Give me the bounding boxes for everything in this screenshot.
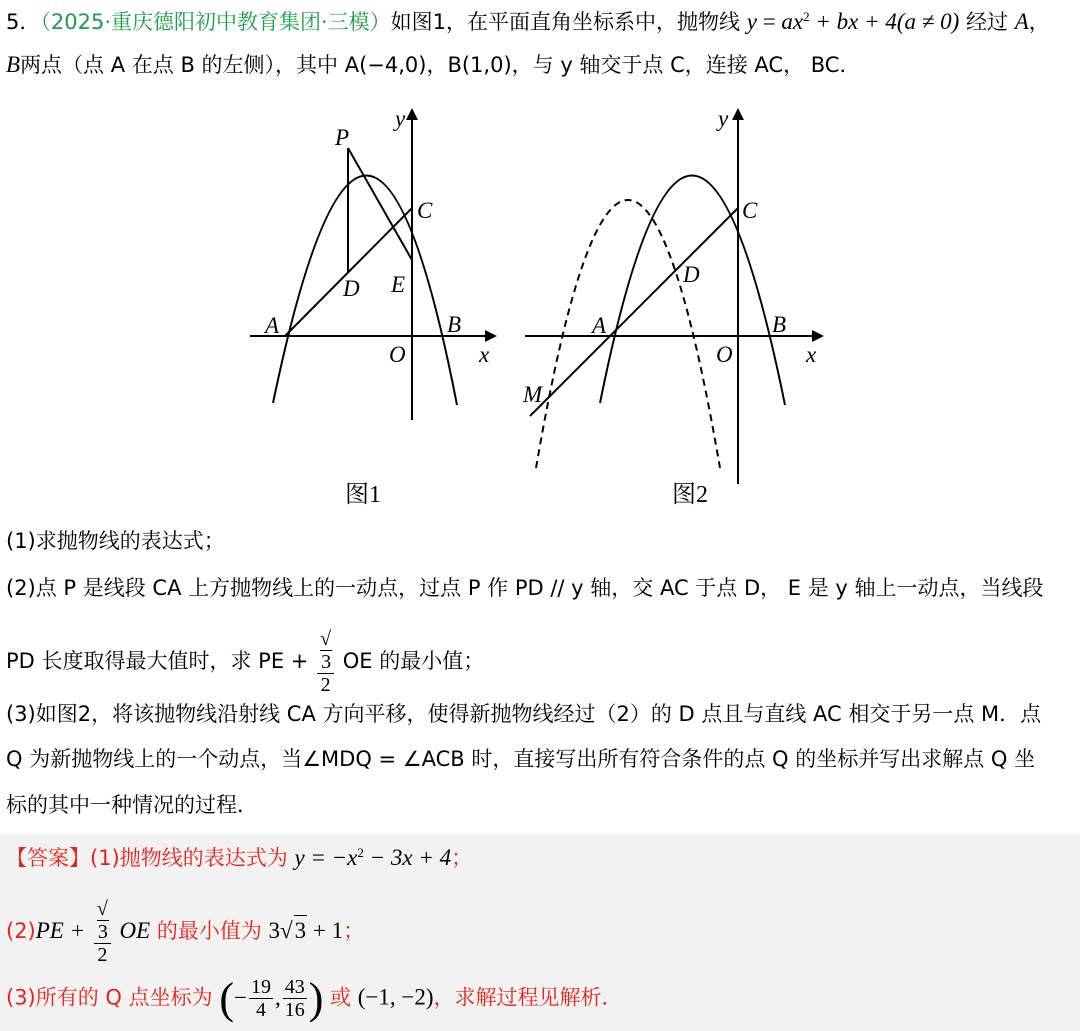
answer-3-q1: (− $\frac{19}{4}$ , $\frac{43}{16}$ ): [219, 973, 324, 1023]
equation-rest: + bx + 4(a ≠ 0): [809, 9, 960, 34]
answer-3-q1-y: [283, 976, 307, 1021]
fig2-label-o: O: [716, 342, 733, 367]
answer-2-value-a: 3: [268, 918, 281, 943]
answer-3-q1-x-num: 19: [250, 976, 271, 998]
fig1-label-y: y: [395, 106, 406, 131]
fig2-label-a: A: [592, 313, 607, 338]
answer-line-3: [6, 973, 623, 1023]
equation-ax: ax: [781, 9, 804, 34]
point-b-label: B: [6, 52, 21, 77]
answer-2-text: 的最小值为: [156, 919, 262, 943]
answer-3-end: ，求解过程见解析．: [433, 985, 623, 1010]
question-source: （2025·重庆德阳初中教育集团·三模）: [40, 10, 391, 34]
fig2-shifted-parabola: [536, 200, 720, 468]
part-3-line-3: 标的其中一种情况的过程．: [6, 793, 258, 817]
fig1-caption: 图1: [345, 482, 381, 508]
fig1-label-o: O: [389, 342, 406, 367]
answer-3-minus: −: [233, 984, 247, 1010]
fig2-label-b: B: [772, 312, 787, 337]
question-number: 5．: [6, 10, 41, 34]
part-2-fraction: √ 3 2: [317, 628, 334, 696]
fig1-label-x: x: [479, 342, 490, 367]
answer-2-prefix: (2): [6, 919, 36, 943]
part-2-line-2: [6, 628, 484, 696]
fig1-label-b: B: [447, 312, 462, 337]
answer-1-text: (1)抛物线的表达式为: [90, 846, 288, 870]
figure-1: [245, 100, 515, 510]
answer-label: 【答案】: [6, 846, 90, 870]
answer-3-or: 或: [330, 985, 352, 1010]
answer-2-frac-num: 3: [97, 921, 108, 943]
answer-3-q2: (−1, −2): [357, 984, 434, 1010]
fig1-label-c: C: [417, 198, 433, 223]
answer-3-q1-y-num: 43: [284, 976, 305, 998]
part-1: (1)求抛物线的表达式；: [6, 529, 225, 553]
fig2-label-d: D: [683, 262, 700, 287]
part-2-line-1: (2)点 P 是线段 CA 上方抛物线上的一动点，过点 P 作 PD // y 轴，交 AC 于点 D， E 是 y 轴上一动点，当线段: [6, 576, 1044, 600]
answer-2-value: 3√3 + 1: [269, 918, 344, 943]
part-3-line-2: Q 为新抛物线上的一个动点，当∠MDQ = ∠ACB 时，直接写出所有符合条件的点 Q 的坐标并写出求解点 Q 坐: [6, 747, 1036, 771]
question-line-2: [6, 50, 860, 80]
fig1-label-p: P: [335, 125, 350, 150]
answer-2-frac-den: 2: [97, 944, 108, 966]
equation-y: y: [746, 9, 757, 34]
answer-2-value-sqrt: 3: [294, 915, 308, 946]
answer-1-end: ；: [451, 846, 473, 870]
question-points-text: 两点（点 A 在点 B 的左侧），其中 A(−4,0)，B(1,0)，与 y 轴交于点 C，连接 AC， BC．: [20, 53, 861, 77]
figure-2: [520, 100, 840, 510]
answer-2-fraction: √ 3 2: [94, 898, 111, 966]
question-intro: 如图1，在平面直角坐标系中，抛物线: [390, 10, 741, 34]
fig2-label-c: C: [742, 198, 758, 223]
answer-2-pe: PE +: [35, 918, 86, 943]
answer-3-q1-x-den: 4: [255, 999, 266, 1021]
fig2-caption: 图2: [672, 482, 708, 508]
fig2-label-m: M: [523, 382, 543, 407]
question-pass-through: 经过: [966, 10, 1009, 34]
answer-3-q1-x: [249, 976, 273, 1021]
fig1-label-e: E: [391, 272, 406, 297]
answer-2-value-b: + 1: [307, 918, 344, 943]
answer-3-sep: ,: [274, 984, 281, 1010]
answer-1-exponent: 2: [357, 845, 364, 860]
part-2-frac-den: 2: [320, 674, 331, 696]
part-2-oe: OE 的最小值；: [342, 649, 485, 673]
part-2-pe: PD 长度取得最大值时，求 PE +: [6, 649, 309, 673]
point-a-label: A: [1014, 9, 1029, 34]
answer-1-formula-a: y = −x: [294, 845, 358, 870]
fig1-line-pe: [348, 148, 412, 260]
fig1-label-a: A: [265, 313, 280, 338]
fig2-line-ac: [530, 208, 738, 416]
answer-2-end: ；: [343, 919, 365, 943]
equation-eq: =: [756, 9, 782, 34]
answer-1-formula-b: − 3x + 4: [363, 845, 452, 870]
answer-line-2: [6, 898, 364, 966]
answer-line-1: [6, 838, 472, 873]
equation-exponent: 2: [803, 9, 810, 24]
part-2-frac-num: 3: [321, 651, 332, 673]
fig2-label-y: y: [718, 106, 729, 131]
answer-3-text: (3)所有的 Q 点坐标为: [6, 985, 213, 1010]
question-line-1: [6, 2, 1050, 37]
fig1-label-d: D: [343, 276, 360, 301]
fig2-label-x: x: [806, 342, 817, 367]
answer-2-oe: OE: [119, 918, 151, 943]
answer-3-q1-y-den: 16: [284, 999, 305, 1021]
part-3-line-1: (3)如图2，将该抛物线沿射线 CA 方向平移，使得新抛物线经过（2）的 D 点且与直线 AC 相交于另一点 M．点: [6, 702, 1042, 726]
comma: ，: [1028, 10, 1050, 34]
